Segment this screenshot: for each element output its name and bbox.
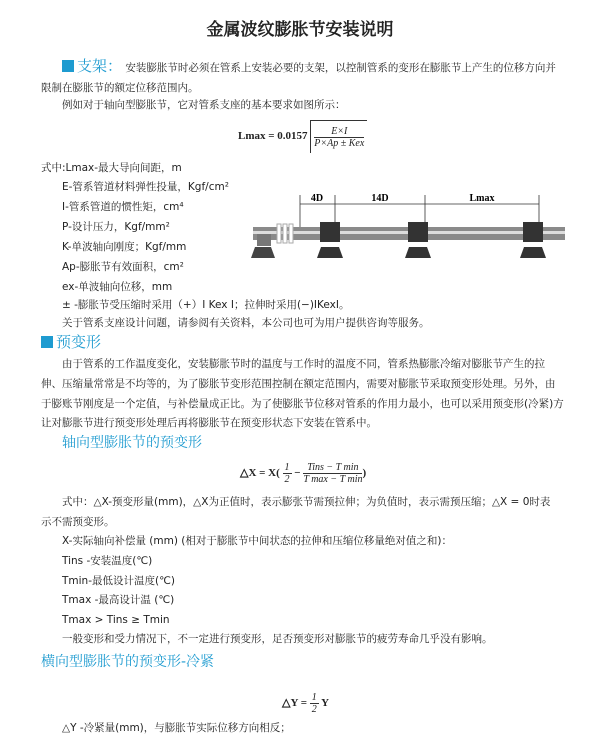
square-bullet-icon <box>62 60 74 72</box>
formula-rhs: Y <box>321 697 330 709</box>
numerator: 1 <box>284 461 290 473</box>
formula-lhs: Lmax = 0.0157 <box>238 130 308 143</box>
axial-line: Tins -安装温度(℃) <box>62 555 153 567</box>
support-text: 安装膨胀节时必须在管系上安装必要的支架，以控制管系的变形在膨胀节上产生的位移方向并 <box>125 62 556 74</box>
numerator: Tins − T min <box>303 462 362 474</box>
predeform-heading <box>41 334 101 350</box>
fraction <box>314 126 364 149</box>
para-line: 由于管系的工作温度变化，安装膨胀节时的温度与工作时的温度不同，管系热膨胀冷缩对膨胀节产生的拉 <box>62 358 545 370</box>
temp-fraction <box>303 462 362 485</box>
def-line: P-设计压力，Kgf/mm² <box>62 221 170 233</box>
def-line: K-单波轴向刚度；Kgf/mm <box>62 241 187 253</box>
def-line: 关于管系支座设计问题，请参阅有关资料，本公司也可为用户提供咨询等服务。 <box>62 317 430 329</box>
axial-line: X-实际轴向补偿量 (mm) (相对于膨胀节中间状态的拉伸和压缩位移量绝对值之和)： <box>62 535 452 547</box>
numerator: E×I <box>314 126 364 138</box>
support-text-2: 限制在膨胀节的额定位移范围内。 <box>41 82 199 94</box>
def-line: E-管系管道材料弹性投量，Kgf/cm² <box>62 181 229 193</box>
sqrt-sign <box>310 120 367 153</box>
fixed-support <box>257 234 271 246</box>
lateral-heading: 横向型膨胀节的预变形-冷紧 <box>41 654 215 670</box>
bellows <box>277 224 293 243</box>
half-fraction <box>310 692 319 715</box>
def-line: ± -膨胀节受压缩时采用（+）I Kex I；拉伸时采用(−)IKexI。 <box>62 299 350 311</box>
axial-line: Tmax > Tins ≥ Tmin <box>62 614 170 626</box>
lateral-line: △Y -冷紧量(mm)，与膨胀节实际位移方向相反； <box>62 722 291 734</box>
page-title: 金属波纹膨胀节安装说明 <box>206 20 394 40</box>
denominator: 2 <box>311 703 317 715</box>
half-fraction <box>283 462 292 485</box>
def-line: I-管系管道的惯性矩，cm⁴ <box>62 201 184 213</box>
axial-line: 示不需预变形。 <box>41 516 115 528</box>
def-line: ex-单波轴向位移，mm <box>62 281 173 293</box>
axial-line: 一般变形和受力情况下，不一定进行预变形，足否预变形对膨胀节的疲劳寿命几乎没有影响。 <box>62 633 493 645</box>
axial-line: Tmin-最低设计温度(℃) <box>62 575 175 587</box>
def-line: Ap-膨胀节有效面积，cm² <box>62 261 184 273</box>
axial-heading: 轴向型膨胀节的预变形 <box>62 435 202 451</box>
dim-label-14d: 14D <box>371 193 389 204</box>
dim-label-4d: 4D <box>310 193 324 204</box>
predeform-heading-text: 预变形 <box>56 333 102 351</box>
formula-lhs: △Y = <box>282 697 308 709</box>
formula-lhs: △X = X( <box>240 467 280 479</box>
axial-line: 式中：△X-预变形量(mm)，△X为正值时，表示膨张节需预拉伸；为负值时，表示需预压缩；△X = 0时表 <box>62 496 551 508</box>
minus-sign: − <box>294 467 301 479</box>
square-bullet-icon <box>41 336 53 348</box>
lmax-formula <box>238 120 367 153</box>
denominator: T max − T min <box>303 473 363 485</box>
support-section-line1 <box>62 58 556 76</box>
dim-label-lmax: Lmax <box>469 193 495 204</box>
delta-x-formula <box>240 458 366 488</box>
numerator: 1 <box>311 691 317 703</box>
axial-line: Tmax -最高设计温 (℃) <box>62 594 175 606</box>
pipe-support-diagram <box>245 190 570 265</box>
delta-y-formula <box>282 688 329 718</box>
para-line: 于膨账节刚度是一个定值，与补偿量成正比。为了使膨胀节位移对管系的作用力最小，也可以采用预变形(冷紧)方 <box>41 398 564 410</box>
support-heading-text: 支架： <box>77 57 123 75</box>
support-heading <box>62 57 122 75</box>
support-text-3: 例如对于轴向型膨胀节，它对管系支座的基本要求如图所示： <box>62 99 346 111</box>
def-line: 式中:Lmax-最大导向间距，m <box>41 162 182 174</box>
para-line: 让对膨胀节进行预变形处理后再将膨胀节在预变形状态下安装在管系中。 <box>41 417 377 429</box>
denominator: 2 <box>284 473 290 485</box>
close-paren: ) <box>362 467 367 479</box>
denominator: P×Ap ± Kex <box>314 137 365 149</box>
para-line: 伸、压缩量常常是不均等的，为了膨胀节变形范围控制在额定范围内，需要对膨胀节采取预变形处理。另外，由 <box>41 378 556 390</box>
